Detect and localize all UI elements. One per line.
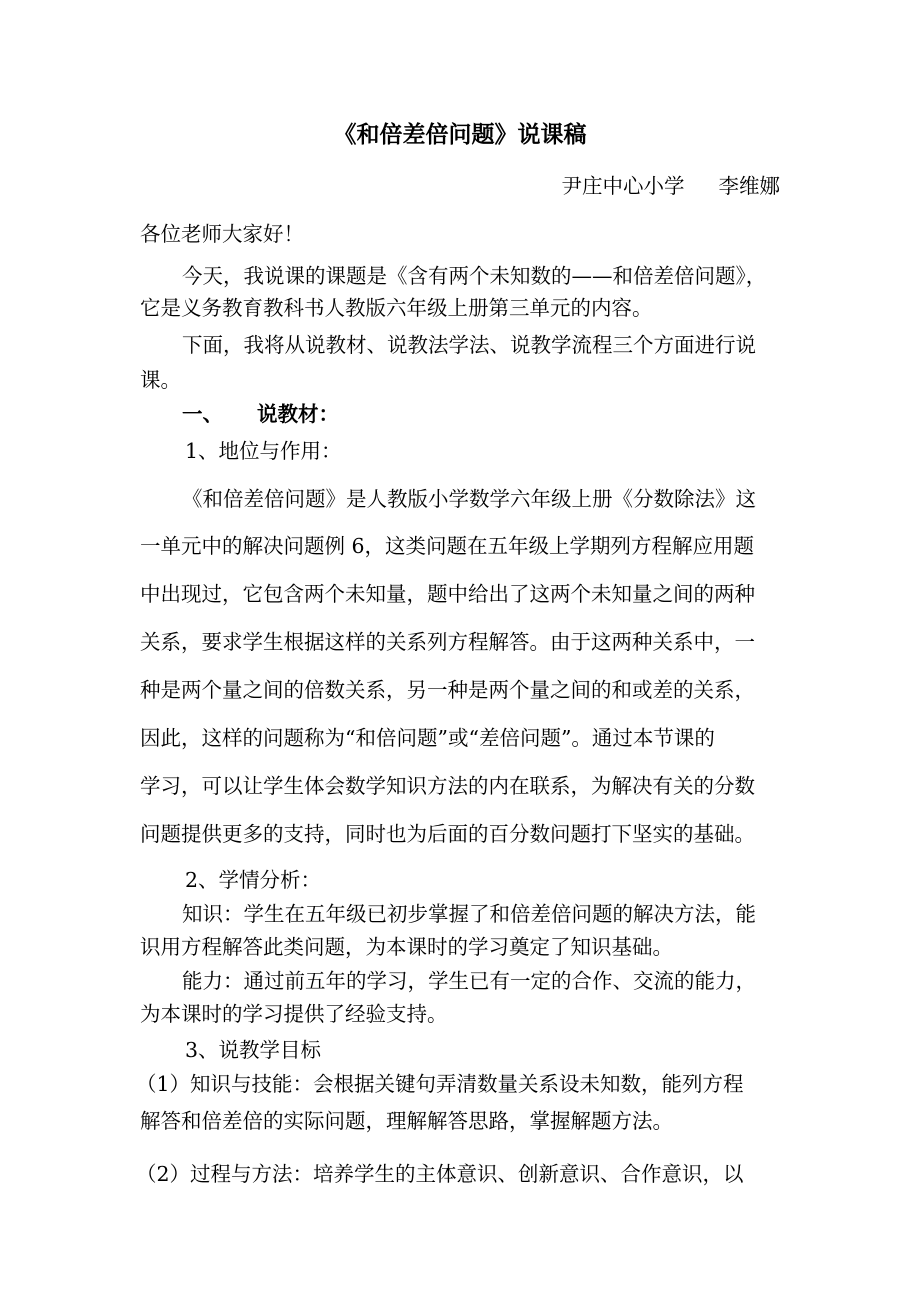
goal1-line-1: （1）知识与技能：会根据关键句弄清数量关系设未知数，能列方程: [136, 1072, 744, 1096]
page-title: 《和倍差倍问题》说课稿: [333, 121, 587, 148]
author-line: [562, 172, 781, 200]
goal2-line-1: （2）过程与方法：培养学生的主体意识、创新意识、合作意识，以: [136, 1162, 744, 1186]
sub1-para-line-2: 一单元中的解决问题例 6，这类问题在五年级上学期列方程解应用题: [140, 534, 755, 558]
sub1-para-line-1: 《和倍差倍问题》是人教版小学数学六年级上册《分数除法》这: [182, 487, 756, 511]
sub1-para-line-7: 学习，可以让学生体会数学知识方法的内在联系，为解决有关的分数: [140, 774, 755, 798]
intro-line-3: 下面，我将从说教材、说教法学法、说教学流程三个方面进行说: [182, 333, 756, 357]
section1-heading-number: 一、: [182, 402, 223, 426]
intro-line-4: 课。: [140, 368, 181, 392]
greeting: 各位老师大家好！: [140, 222, 304, 246]
knowledge-line-1: 知识：学生在五年级已初步掌握了和倍差倍问题的解决方法，能: [182, 902, 756, 926]
sub1-para-line-3: 中出现过，它包含两个未知量，题中给出了这两个未知量之间的两种: [140, 582, 755, 606]
sub2-title: 2、学情分析：: [185, 868, 322, 892]
author-name: 李维娜: [718, 174, 780, 198]
goal1-line-2: 解答和倍差倍的实际问题，理解解答思路，掌握解题方法。: [140, 1109, 673, 1133]
knowledge-line-2: 识用方程解答此类问题，为本课时的学习奠定了知识基础。: [140, 935, 673, 959]
sub3-title: 3、说教学目标: [185, 1038, 322, 1062]
sub1-para-line-5: 种是两个量之间的倍数关系，另一种是两个量之间的和或差的关系，: [140, 678, 755, 702]
ability-line-1: 能力：通过前五年的学习，学生已有一定的合作、交流的能力，: [182, 969, 756, 993]
intro-line-1: 今天，我说课的课题是《含有两个未知数的——和倍差倍问题》，: [182, 264, 767, 288]
sub1-para-line-8: 问题提供更多的支持，同时也为后面的百分数问题打下坚实的基础。: [140, 822, 755, 846]
ability-line-2: 为本课时的学习提供了经验支持。: [140, 1002, 448, 1026]
section1-heading: [182, 400, 339, 428]
sub1-para-line-4: 关系，要求学生根据这样的关系列方程解答。由于这两种关系中，一: [140, 630, 755, 654]
author-school: 尹庄中心小学: [561, 174, 685, 198]
sub1-title: 1、地位与作用：: [185, 439, 342, 463]
intro-line-2: 它是义务教育教科书人教版六年级上册第三单元的内容。: [140, 296, 653, 320]
sub1-para-line-6: 因此，这样的问题称为“和倍问题”或“差倍问题”。通过本节课的: [140, 726, 715, 750]
section1-heading-text: 说教材：: [257, 402, 339, 426]
